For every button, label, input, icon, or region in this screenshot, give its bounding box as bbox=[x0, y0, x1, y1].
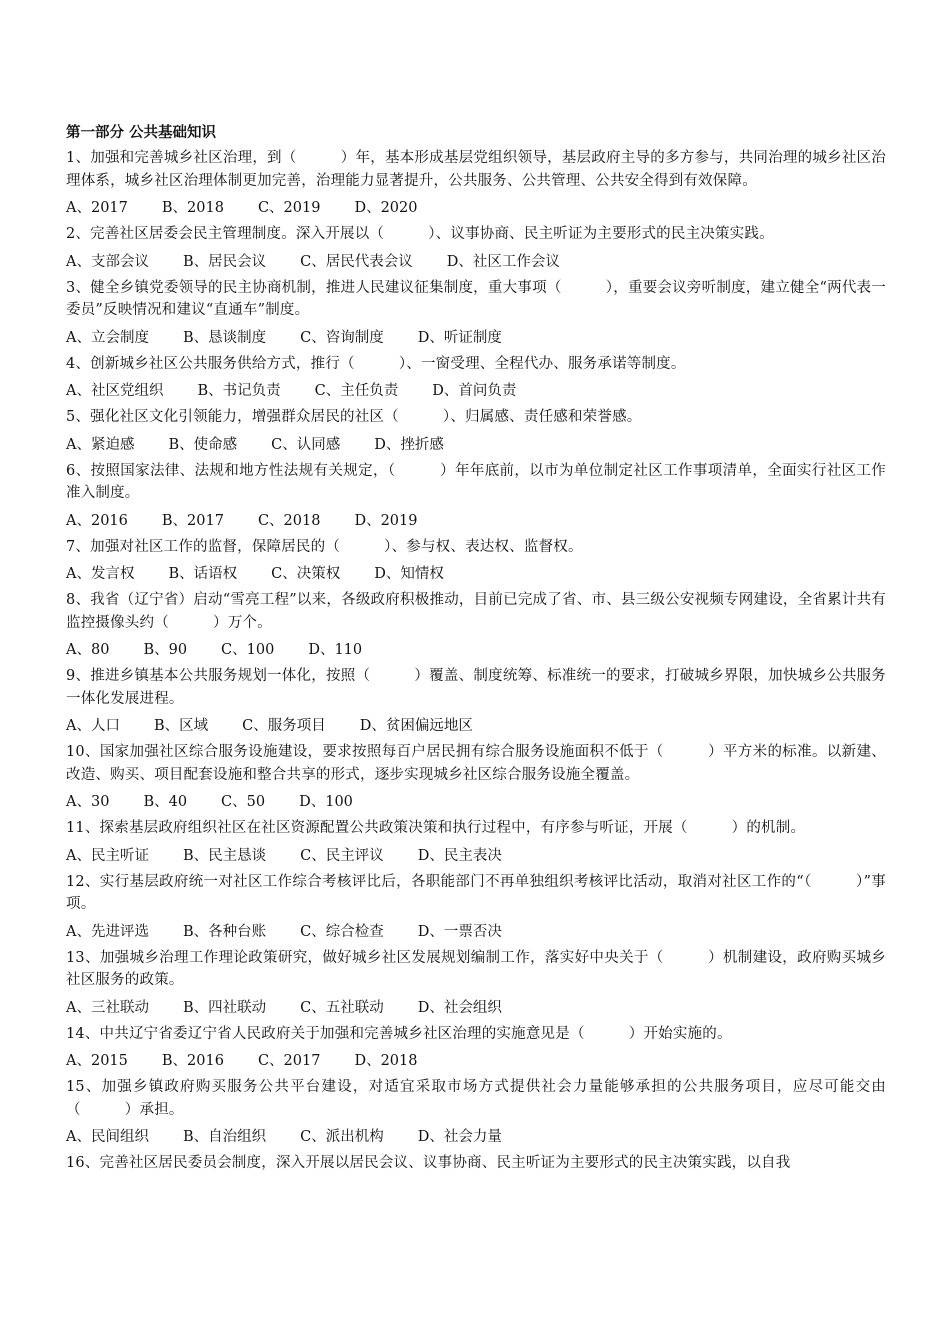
question-text: 3、健全乡镇党委领导的民主协商机制，推进人民建议征集制度，重大事项（ ），重要会议旁听制度，建立健全“两代表一委员”反映情况和建议“直通车”制度。 bbox=[66, 279, 886, 318]
question-text: 13、加强城乡治理工作理论政策研究，做好城乡社区发展规划编制工作，落实好中央关于（ ）机制建设，政府购买城乡社区服务的政策。 bbox=[66, 949, 886, 988]
answer-option: C、咨询制度 bbox=[300, 329, 384, 346]
answer-options bbox=[66, 381, 886, 401]
answer-options bbox=[66, 1127, 886, 1147]
answer-option: B、2018 bbox=[161, 200, 224, 216]
answer-option: D、贫困偏远地区 bbox=[359, 718, 473, 734]
answer-option: B、四社联动 bbox=[182, 999, 267, 1016]
answer-options bbox=[66, 998, 886, 1018]
answer-option: C、认同感 bbox=[271, 436, 341, 453]
question-text: 9、推进乡镇基本公共服务规划一体化，按照（ ）覆盖、制度统筹、标准统一的要求，打破城乡界限，加快城乡公共服务一体化发展进程。 bbox=[66, 668, 886, 707]
answer-options bbox=[66, 252, 886, 272]
answer-option: C、服务项目 bbox=[242, 718, 326, 734]
answer-options bbox=[66, 922, 886, 942]
answer-option: B、40 bbox=[143, 794, 188, 810]
answer-option: A、先进评选 bbox=[66, 923, 149, 940]
answer-option: A、支部会议 bbox=[66, 253, 149, 270]
answer-option: C、五社联动 bbox=[300, 999, 384, 1016]
answer-option: D、2020 bbox=[354, 200, 418, 216]
question-block bbox=[66, 1023, 886, 1072]
question-text: 4、创新城乡社区公共服务供给方式，推行（ ）、一窗受理、全程代办、服务承诺等制度。 bbox=[66, 355, 686, 372]
answer-option: D、挫折感 bbox=[374, 436, 444, 453]
answer-option: B、民主恳谈 bbox=[182, 847, 267, 864]
answer-option: C、综合检查 bbox=[300, 923, 384, 940]
answer-option: A、2015 bbox=[66, 1053, 128, 1069]
question-text: 5、强化社区文化引领能力，增强群众居民的社区（ ）、归属感、责任感和荣誉感。 bbox=[66, 409, 642, 425]
answer-option: A、发言权 bbox=[66, 566, 135, 582]
answer-options bbox=[66, 792, 886, 812]
question-text: 8、我省（辽宁省）启动“雪亮工程”以来，各级政府积极推动，目前已完成了省、市、县三级公安视频专网建设，全省累计共有监控摄像头约（ ）万个。 bbox=[66, 592, 886, 631]
question-text: 2、完善社区居委会民主管理制度。深入开展以（ ）、议事协商、民主听证为主要形式的民主决策实践。 bbox=[66, 226, 774, 242]
answer-option: A、社区党组织 bbox=[66, 383, 164, 399]
question-block bbox=[66, 947, 886, 1018]
answer-option: A、2017 bbox=[66, 200, 128, 216]
answer-option: A、民间组织 bbox=[66, 1129, 149, 1145]
question-block bbox=[66, 665, 886, 736]
answer-option: C、100 bbox=[221, 642, 275, 658]
answer-option: B、话语权 bbox=[168, 566, 238, 582]
answer-option: D、社会组织 bbox=[417, 999, 502, 1016]
answer-option: C、2017 bbox=[257, 1053, 321, 1069]
answer-option: A、2016 bbox=[66, 512, 128, 529]
answer-option: B、恳谈制度 bbox=[182, 329, 267, 346]
answer-option: B、各种台账 bbox=[182, 923, 267, 940]
answer-option: A、立会制度 bbox=[66, 329, 149, 346]
answer-option: D、社区工作会议 bbox=[446, 253, 560, 270]
answer-option: C、决策权 bbox=[271, 566, 341, 582]
answer-option: C、主任负责 bbox=[314, 383, 399, 399]
answer-option: A、人口 bbox=[66, 718, 120, 734]
question-block bbox=[66, 353, 886, 402]
answer-options bbox=[66, 511, 886, 531]
answer-option: A、紧迫感 bbox=[66, 436, 135, 453]
answer-options bbox=[66, 564, 886, 584]
answer-option: B、2017 bbox=[161, 512, 224, 529]
question-block bbox=[66, 817, 886, 866]
section-title: 第一部分 公共基础知识 bbox=[66, 125, 217, 141]
answer-options bbox=[66, 198, 886, 218]
answer-option: D、2019 bbox=[354, 512, 418, 529]
question-text: 10、国家加强社区综合服务设施建设，要求按照每百户居民拥有综合服务设施面积不低于（ ）平方米的标准。以新建、改造、购买、项目配套设施和整合共享的形式，逐步实现城乡社区综合服务设施全覆盖。 bbox=[66, 744, 886, 783]
question-block bbox=[66, 223, 886, 272]
answer-option: D、民主表决 bbox=[417, 847, 502, 864]
answer-option: D、110 bbox=[308, 642, 363, 658]
question-text: 7、加强对社区工作的监督，保障居民的（ ）、参与权、表达权、监督权。 bbox=[66, 538, 583, 555]
question-block bbox=[66, 277, 886, 348]
question-text: 12、实行基层政府统一对社区工作综合考核评比后，各职能部门不再单独组织考核评比活动，取消对社区工作的“（ ）”事项。 bbox=[66, 873, 886, 912]
answer-option: C、民主评议 bbox=[300, 847, 384, 864]
question-block bbox=[66, 589, 886, 660]
question-text: 11、探索基层政府组织社区在社区资源配置公共政策决策和执行过程中，有序参与听证，开展（ ）的机制。 bbox=[66, 820, 806, 836]
question-block bbox=[66, 1076, 886, 1147]
answer-option: A、80 bbox=[66, 642, 110, 658]
answer-option: B、2016 bbox=[161, 1053, 224, 1069]
answer-option: D、听证制度 bbox=[417, 329, 502, 346]
document-page bbox=[66, 122, 886, 1175]
answer-option: A、三社联动 bbox=[66, 999, 149, 1016]
answer-options bbox=[66, 435, 886, 455]
question-block bbox=[66, 536, 886, 585]
answer-option: C、2018 bbox=[257, 512, 321, 529]
question-text: 6、按照国家法律、法规和地方性法规有关规定，（ ）年年底前，以市为单位制定社区工作事项清单，全面实行社区工作准入制度。 bbox=[66, 462, 886, 501]
answer-option: B、自治组织 bbox=[182, 1129, 267, 1145]
answer-option: C、派出机构 bbox=[300, 1129, 384, 1145]
answer-option: D、知情权 bbox=[374, 566, 444, 582]
answer-option: C、2019 bbox=[257, 200, 321, 216]
answer-option: D、首问负责 bbox=[432, 383, 517, 399]
answer-option: A、30 bbox=[66, 794, 110, 810]
question-block bbox=[66, 741, 886, 812]
answer-options bbox=[66, 328, 886, 348]
answer-option: B、使命感 bbox=[168, 436, 238, 453]
question-text: 15、加强乡镇政府购买服务公共平台建设，对适宜采取市场方式提供社会力量能够承担的公共服务项目，应尽可能交由（ ）承担。 bbox=[66, 1079, 886, 1118]
answer-option: D、社会力量 bbox=[417, 1129, 502, 1145]
answer-options bbox=[66, 640, 886, 660]
answer-option: B、书记负责 bbox=[197, 383, 281, 399]
answer-option: B、90 bbox=[143, 642, 188, 658]
answer-option: D、100 bbox=[299, 794, 353, 810]
answer-options bbox=[66, 1051, 886, 1071]
answer-option: A、民主听证 bbox=[66, 847, 149, 864]
question-block bbox=[66, 871, 886, 942]
answer-option: C、居民代表会议 bbox=[300, 253, 413, 270]
question-block bbox=[66, 147, 886, 218]
question-list bbox=[66, 147, 886, 1175]
question-text: 1、加强和完善城乡社区治理，到（ ）年，基本形成基层党组织领导，基层政府主导的多方参与，共同治理的城乡社区治理体系，城乡社区治理体制更加完善，治理能力显著提升，公共服务、公共管理、公共安全得到有效保障。 bbox=[66, 150, 886, 189]
answer-options bbox=[66, 716, 886, 736]
answer-option: B、区域 bbox=[153, 718, 209, 734]
question-text: 16、完善社区居民委员会制度，深入开展以居民会议、议事协商、民主听证为主要形式的民主决策实践，以自我 bbox=[66, 1155, 791, 1171]
answer-option: D、2018 bbox=[354, 1053, 418, 1069]
answer-option: B、居民会议 bbox=[182, 253, 267, 270]
question-block bbox=[66, 406, 886, 455]
answer-option: D、一票否决 bbox=[417, 923, 502, 940]
answer-options bbox=[66, 846, 886, 866]
answer-option: C、50 bbox=[221, 794, 266, 810]
question-text: 14、中共辽宁省委辽宁省人民政府关于加强和完善城乡社区治理的实施意见是（ ）开始实施的。 bbox=[66, 1025, 732, 1042]
question-block bbox=[66, 1152, 886, 1175]
question-block bbox=[66, 460, 886, 531]
